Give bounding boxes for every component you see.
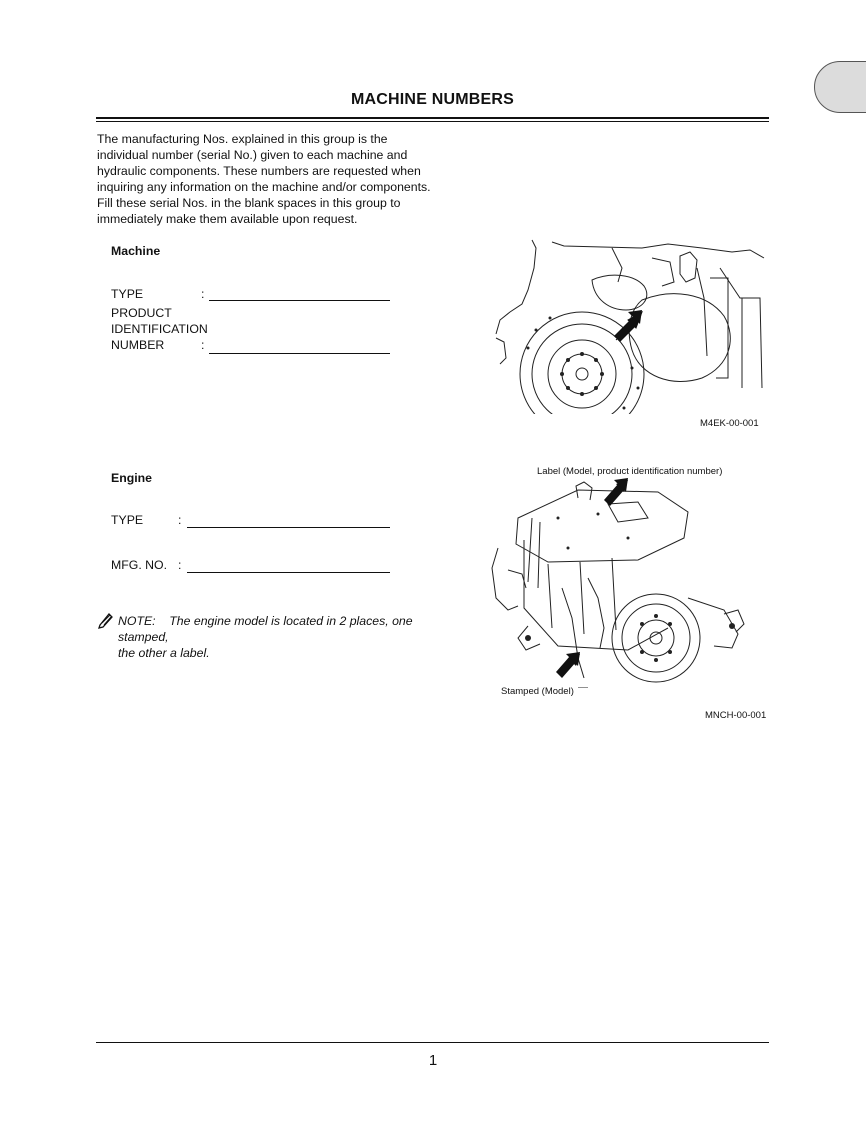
engine-serial-location-figure [488,478,770,688]
machine-serial-location-figure [492,238,770,414]
page-title: MACHINE NUMBERS [351,91,514,108]
title-rule-thick [96,117,769,119]
machine-type-label: TYPE [111,287,144,301]
intro-line: inquiring any information on the machine and/or components. [97,180,431,194]
intro-line: hydraulic components. These numbers are requested when [97,164,421,178]
note-line-1: NOTE: The engine model is located in 2 places, one stamped, [118,614,413,644]
engine-type-colon: : [178,513,182,527]
machine-type-blank[interactable] [209,300,390,301]
title-rule-thin [96,121,769,122]
footer-rule [96,1042,769,1043]
machine-figure-code: M4EK-00-001 [700,418,759,429]
intro-line: immediately make them available upon request. [97,212,358,226]
engine-note [118,613,458,661]
page-number: 1 [428,1052,438,1069]
machine-pin-colon: : [201,338,205,352]
engine-label-callout: Label (Model, product identification number) [537,466,723,477]
intro-line: individual number (serial No.) given to each machine and [97,148,408,162]
engine-type-label: TYPE [111,513,144,527]
section-tab [814,61,866,113]
engine-mfg-colon: : [178,558,182,572]
engine-mfg-label: MFG. NO. [111,558,168,572]
intro-paragraph [97,131,457,227]
engine-heading: Engine [111,471,152,485]
engine-type-blank[interactable] [187,527,390,528]
note-line-2: the other a label. [118,646,210,660]
machine-heading: Machine [111,244,161,258]
engine-figure-code: MNCH-00-001 [705,710,767,721]
engine-stamped-callout: Stamped (Model) [501,686,574,697]
pencil-note-icon [97,611,115,629]
engine-mfg-blank[interactable] [187,572,390,573]
machine-pin-label: PRODUCT IDENTIFICATION NUMBER [111,306,208,352]
machine-pin-blank[interactable] [209,353,390,354]
intro-line: The manufacturing Nos. explained in this group is the [97,132,388,146]
intro-line: Fill these serial Nos. in the blank spaces in this group to [97,196,401,210]
machine-type-colon: : [201,287,205,301]
